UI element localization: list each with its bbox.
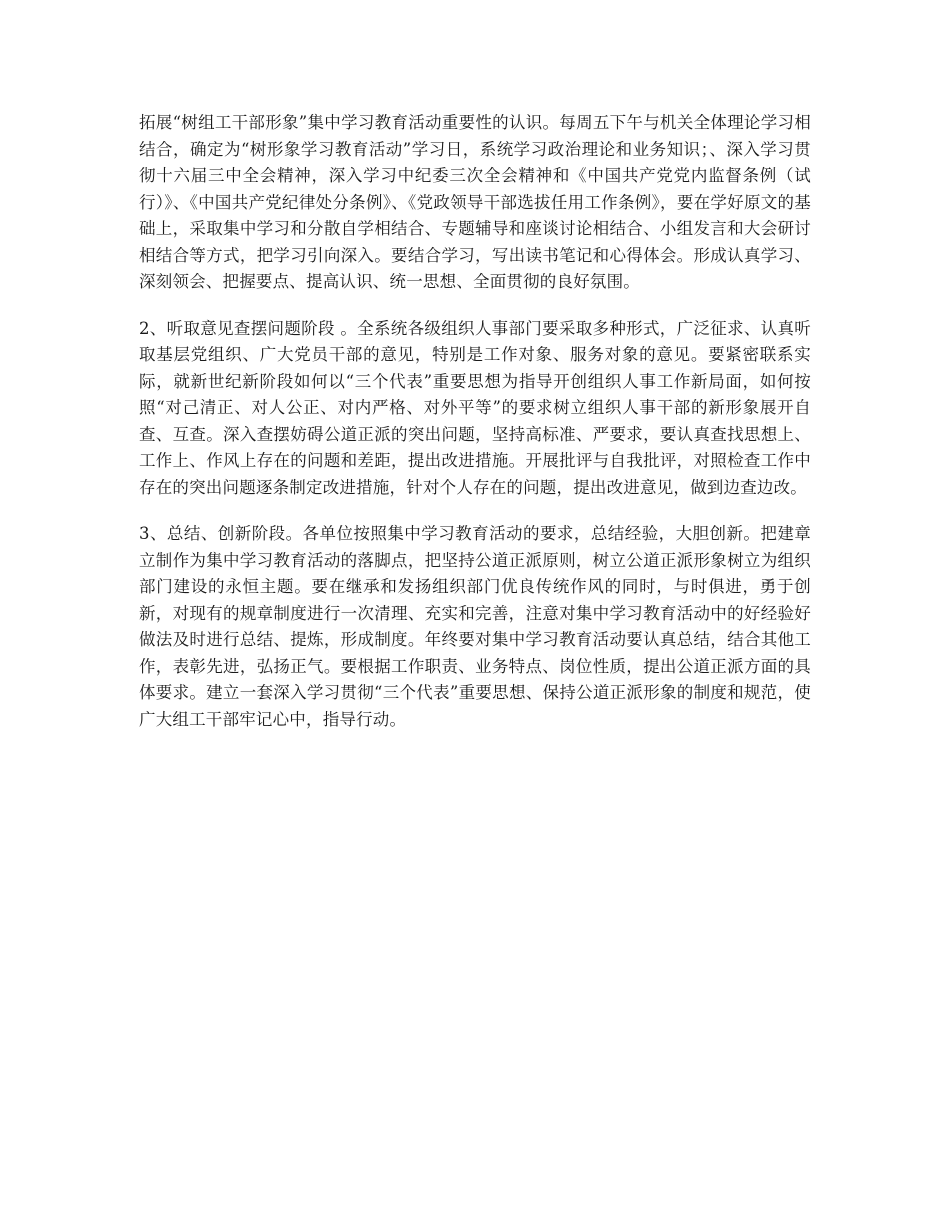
paragraph-study-phase: 拓展“树组工干部形象”集中学习教育活动重要性的认识。每周五下午与机关全体理论学习相结合，确定为“树形象学习教育活动”学习日，系统学习政治理论和业务知识；、深入学习贯彻十六届三中全会精神，深入学习中纪委三次全会精神和《中国共产党党内监督条例（试行）》、《中国共产党纪律处分条例》、《党政领导干部选拔任用工作条例》，要在学好原文的基础上，采取集中学习和分散自学相结合、专题辅导和座谈讨论相结合、小组发言和大会研讨相结合等方式，把学习引向深入。要结合学习，写出读书笔记和心得体会。形成认真学习、深刻领会、把握要点、提高认识、统一思想、全面贯彻的良好氛围。 [139, 113, 811, 291]
document-body [139, 110, 811, 753]
paragraph-feedback-phase: 2、听取意见查摆问题阶段 。全系统各级组织人事部门要采取多种形式，广泛征求、认真听取基层党组织、广大党员干部的意见，特别是工作对象、服务对象的意见。要紧密联系实际，就新世纪新阶段如何以“三个代表”重要思想为指导开创组织人事工作新局面，如何按照“对己清正、对人公正、对内严格、对外平等”的要求树立组织人事干部的新形象展开自查、互查。深入查摆妨碍公道正派的突出问题，坚持高标准、严要求，要认真查找思想上、工作上、作风上存在的问题和差距，提出改进措施。开展批评与自我批评，对照检查工作中存在的突出问题逐条制定改进措施，针对个人存在的问题，提出改进意见，做到边查边改。 [139, 318, 811, 497]
paragraph-summary-phase: 3、总结、创新阶段。各单位按照集中学习教育活动的要求，总结经验，大胆创新。把建章立制作为集中学习教育活动的落脚点，把坚持公道正派原则，树立公道正派形象树立为组织部门建设的永恒主题。要在继承和发扬组织部门优良传统作风的同时，与时俱进，勇于创新，对现有的规章制度进行一次清理、充实和完善，注意对集中学习教育活动中的好经验好做法及时进行总结、提炼，形成制度。年终要对集中学习教育活动要认真总结，结合其他工作，表彰先进，弘扬正气。要根据工作职责、业务特点、岗位性质，提出公道正派方面的具体要求。建立一套深入学习贯彻“三个代表”重要思想、保持公道正派形象的制度和规范，使广大组工干部牢记心中，指导行动。 [139, 524, 811, 729]
